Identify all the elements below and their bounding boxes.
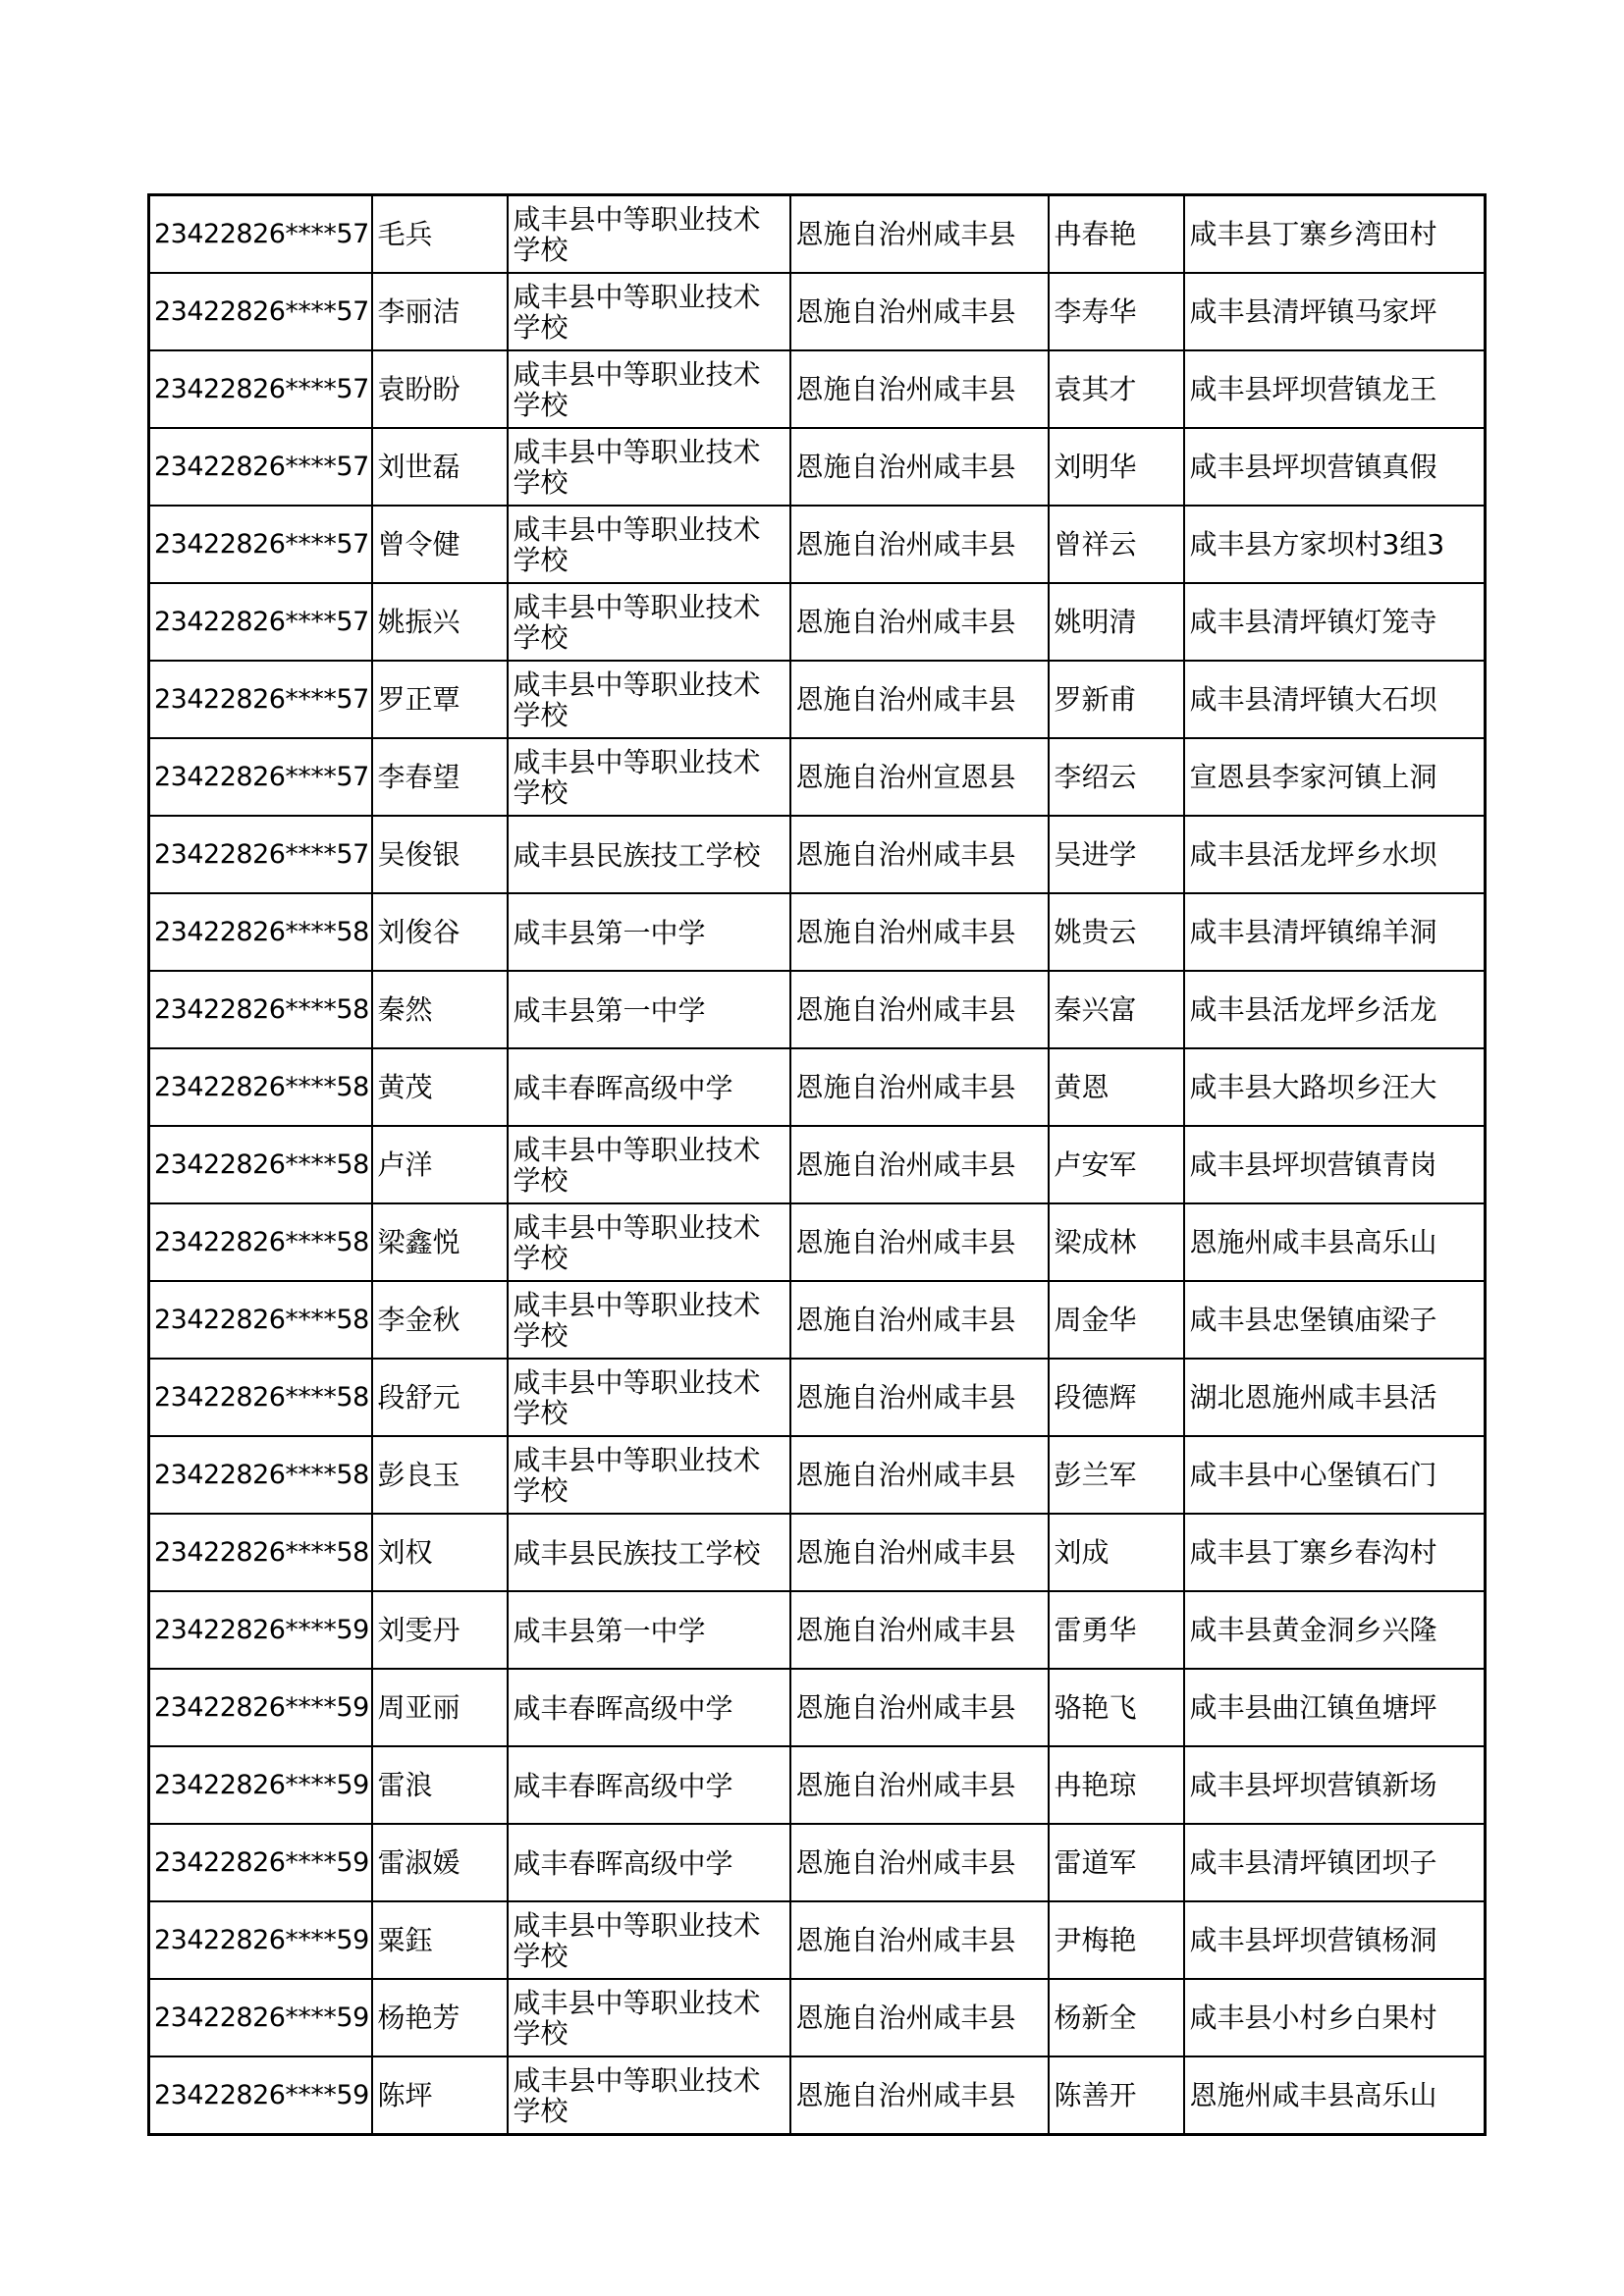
table-row xyxy=(149,1281,1486,1359)
table-row xyxy=(149,1824,1486,1901)
address-cell: 咸丰县坪坝营镇真假 xyxy=(1184,428,1486,506)
school-cell: 咸丰县中等职业技术学校 xyxy=(508,661,790,738)
region-cell: 恩施自治州宣恩县 xyxy=(790,738,1049,816)
student-name-cell: 黄茂 xyxy=(372,1048,508,1126)
guardian-name-cell: 吴进学 xyxy=(1049,816,1184,893)
region-cell: 恩施自治州咸丰县 xyxy=(790,893,1049,971)
student-name-cell: 陈坪 xyxy=(372,2056,508,2135)
address-cell: 咸丰县活龙坪乡水坝 xyxy=(1184,816,1486,893)
table-row xyxy=(149,738,1486,816)
id-number-cell: 23422826****58 xyxy=(149,1436,372,1514)
student-name-cell: 吴俊银 xyxy=(372,816,508,893)
student-name-cell: 秦然 xyxy=(372,971,508,1048)
student-name-cell: 雷浪 xyxy=(372,1746,508,1824)
student-name-cell: 李春望 xyxy=(372,738,508,816)
student-name-cell: 梁鑫悦 xyxy=(372,1203,508,1281)
region-cell: 恩施自治州咸丰县 xyxy=(790,273,1049,350)
guardian-name-cell: 雷道军 xyxy=(1049,1824,1184,1901)
table-row xyxy=(149,1359,1486,1436)
school-cell: 咸丰县中等职业技术学校 xyxy=(508,273,790,350)
school-cell: 咸丰县第一中学 xyxy=(508,893,790,971)
id-number-cell: 23422826****57 xyxy=(149,506,372,583)
address-cell: 咸丰县清坪镇团坝子 xyxy=(1184,1824,1486,1901)
guardian-name-cell: 冉春艳 xyxy=(1049,195,1184,274)
student-name-cell: 毛兵 xyxy=(372,195,508,274)
region-cell: 恩施自治州咸丰县 xyxy=(790,2056,1049,2135)
region-cell: 恩施自治州咸丰县 xyxy=(790,428,1049,506)
student-name-cell: 杨艳芳 xyxy=(372,1979,508,2056)
table-row xyxy=(149,428,1486,506)
region-cell: 恩施自治州咸丰县 xyxy=(790,506,1049,583)
region-cell: 恩施自治州咸丰县 xyxy=(790,1359,1049,1436)
school-cell: 咸丰春晖高级中学 xyxy=(508,1048,790,1126)
school-cell: 咸丰县中等职业技术学校 xyxy=(508,1979,790,2056)
table-row xyxy=(149,195,1486,274)
region-cell: 恩施自治州咸丰县 xyxy=(790,661,1049,738)
region-cell: 恩施自治州咸丰县 xyxy=(790,1436,1049,1514)
region-cell: 恩施自治州咸丰县 xyxy=(790,1824,1049,1901)
guardian-name-cell: 卢安军 xyxy=(1049,1126,1184,1203)
id-number-cell: 23422826****58 xyxy=(149,1203,372,1281)
address-cell: 恩施州咸丰县高乐山 xyxy=(1184,2056,1486,2135)
region-cell: 恩施自治州咸丰县 xyxy=(790,1126,1049,1203)
address-cell: 咸丰县丁寨乡春沟村 xyxy=(1184,1514,1486,1591)
region-cell: 恩施自治州咸丰县 xyxy=(790,816,1049,893)
address-cell: 咸丰县忠堡镇庙梁子 xyxy=(1184,1281,1486,1359)
address-cell: 咸丰县清坪镇绵羊洞 xyxy=(1184,893,1486,971)
school-cell: 咸丰县中等职业技术学校 xyxy=(508,506,790,583)
table-row xyxy=(149,1126,1486,1203)
student-name-cell: 雷淑媛 xyxy=(372,1824,508,1901)
region-cell: 恩施自治州咸丰县 xyxy=(790,1901,1049,1979)
school-cell: 咸丰县中等职业技术学校 xyxy=(508,195,790,274)
school-cell: 咸丰县中等职业技术学校 xyxy=(508,1359,790,1436)
guardian-name-cell: 周金华 xyxy=(1049,1281,1184,1359)
guardian-name-cell: 黄恩 xyxy=(1049,1048,1184,1126)
region-cell: 恩施自治州咸丰县 xyxy=(790,1203,1049,1281)
region-cell: 恩施自治州咸丰县 xyxy=(790,1591,1049,1669)
student-name-cell: 卢洋 xyxy=(372,1126,508,1203)
address-cell: 咸丰县坪坝营镇龙王 xyxy=(1184,350,1486,428)
id-number-cell: 23422826****58 xyxy=(149,1048,372,1126)
table-row xyxy=(149,893,1486,971)
address-cell: 宣恩县李家河镇上洞 xyxy=(1184,738,1486,816)
table-row xyxy=(149,583,1486,661)
guardian-name-cell: 姚贵云 xyxy=(1049,893,1184,971)
student-name-cell: 罗正覃 xyxy=(372,661,508,738)
table-row xyxy=(149,816,1486,893)
table-row xyxy=(149,1436,1486,1514)
student-name-cell: 袁盼盼 xyxy=(372,350,508,428)
guardian-name-cell: 尹梅艳 xyxy=(1049,1901,1184,1979)
id-number-cell: 23422826****57 xyxy=(149,428,372,506)
school-cell: 咸丰县民族技工学校 xyxy=(508,1514,790,1591)
id-number-cell: 23422826****59 xyxy=(149,1746,372,1824)
school-cell: 咸丰县第一中学 xyxy=(508,1591,790,1669)
address-cell: 咸丰县黄金洞乡兴隆 xyxy=(1184,1591,1486,1669)
id-number-cell: 23422826****58 xyxy=(149,971,372,1048)
guardian-name-cell: 李绍云 xyxy=(1049,738,1184,816)
guardian-name-cell: 彭兰军 xyxy=(1049,1436,1184,1514)
student-name-cell: 刘俊谷 xyxy=(372,893,508,971)
id-number-cell: 23422826****57 xyxy=(149,350,372,428)
region-cell: 恩施自治州咸丰县 xyxy=(790,583,1049,661)
id-number-cell: 23422826****59 xyxy=(149,1979,372,2056)
table-row xyxy=(149,1591,1486,1669)
region-cell: 恩施自治州咸丰县 xyxy=(790,350,1049,428)
school-cell: 咸丰春晖高级中学 xyxy=(508,1824,790,1901)
address-cell: 咸丰县活龙坪乡活龙 xyxy=(1184,971,1486,1048)
table-row xyxy=(149,273,1486,350)
student-name-cell: 周亚丽 xyxy=(372,1669,508,1746)
id-number-cell: 23422826****57 xyxy=(149,273,372,350)
id-number-cell: 23422826****59 xyxy=(149,2056,372,2135)
student-name-cell: 段舒元 xyxy=(372,1359,508,1436)
region-cell: 恩施自治州咸丰县 xyxy=(790,1746,1049,1824)
student-name-cell: 刘权 xyxy=(372,1514,508,1591)
school-cell: 咸丰县中等职业技术学校 xyxy=(508,1281,790,1359)
guardian-name-cell: 段德辉 xyxy=(1049,1359,1184,1436)
address-cell: 咸丰县中心堡镇石门 xyxy=(1184,1436,1486,1514)
school-cell: 咸丰县中等职业技术学校 xyxy=(508,1436,790,1514)
id-number-cell: 23422826****57 xyxy=(149,661,372,738)
table-row xyxy=(149,350,1486,428)
id-number-cell: 23422826****58 xyxy=(149,1359,372,1436)
table-row xyxy=(149,506,1486,583)
region-cell: 恩施自治州咸丰县 xyxy=(790,1281,1049,1359)
student-name-cell: 姚振兴 xyxy=(372,583,508,661)
student-table xyxy=(147,193,1487,2136)
id-number-cell: 23422826****58 xyxy=(149,1281,372,1359)
table-row xyxy=(149,971,1486,1048)
school-cell: 咸丰县中等职业技术学校 xyxy=(508,583,790,661)
id-number-cell: 23422826****59 xyxy=(149,1669,372,1746)
student-name-cell: 刘雯丹 xyxy=(372,1591,508,1669)
table-row xyxy=(149,1901,1486,1979)
student-name-cell: 刘世磊 xyxy=(372,428,508,506)
region-cell: 恩施自治州咸丰县 xyxy=(790,1048,1049,1126)
id-number-cell: 23422826****59 xyxy=(149,1591,372,1669)
address-cell: 咸丰县坪坝营镇青岗 xyxy=(1184,1126,1486,1203)
school-cell: 咸丰县中等职业技术学校 xyxy=(508,1126,790,1203)
guardian-name-cell: 陈善开 xyxy=(1049,2056,1184,2135)
table-row xyxy=(149,1514,1486,1591)
student-name-cell: 粟鈺 xyxy=(372,1901,508,1979)
table-row xyxy=(149,1746,1486,1824)
guardian-name-cell: 李寿华 xyxy=(1049,273,1184,350)
guardian-name-cell: 曾祥云 xyxy=(1049,506,1184,583)
school-cell: 咸丰县中等职业技术学校 xyxy=(508,428,790,506)
guardian-name-cell: 姚明清 xyxy=(1049,583,1184,661)
id-number-cell: 23422826****57 xyxy=(149,816,372,893)
id-number-cell: 23422826****57 xyxy=(149,195,372,274)
table-row xyxy=(149,1048,1486,1126)
guardian-name-cell: 罗新甫 xyxy=(1049,661,1184,738)
address-cell: 湖北恩施州咸丰县活 xyxy=(1184,1359,1486,1436)
address-cell: 咸丰县小村乡白果村 xyxy=(1184,1979,1486,2056)
id-number-cell: 23422826****59 xyxy=(149,1824,372,1901)
table-row xyxy=(149,1203,1486,1281)
school-cell: 咸丰春晖高级中学 xyxy=(508,1746,790,1824)
school-cell: 咸丰县中等职业技术学校 xyxy=(508,350,790,428)
region-cell: 恩施自治州咸丰县 xyxy=(790,1979,1049,2056)
id-number-cell: 23422826****58 xyxy=(149,893,372,971)
address-cell: 咸丰县大路坝乡汪大 xyxy=(1184,1048,1486,1126)
guardian-name-cell: 杨新全 xyxy=(1049,1979,1184,2056)
school-cell: 咸丰县民族技工学校 xyxy=(508,816,790,893)
address-cell: 咸丰县清坪镇马家坪 xyxy=(1184,273,1486,350)
region-cell: 恩施自治州咸丰县 xyxy=(790,1514,1049,1591)
guardian-name-cell: 刘成 xyxy=(1049,1514,1184,1591)
guardian-name-cell: 雷勇华 xyxy=(1049,1591,1184,1669)
student-name-cell: 李丽洁 xyxy=(372,273,508,350)
table-row xyxy=(149,2056,1486,2135)
address-cell: 咸丰县清坪镇大石坝 xyxy=(1184,661,1486,738)
address-cell: 咸丰县坪坝营镇新场 xyxy=(1184,1746,1486,1824)
guardian-name-cell: 秦兴富 xyxy=(1049,971,1184,1048)
address-cell: 咸丰县方家坝村3组3 xyxy=(1184,506,1486,583)
school-cell: 咸丰县中等职业技术学校 xyxy=(508,1901,790,1979)
school-cell: 咸丰县中等职业技术学校 xyxy=(508,2056,790,2135)
guardian-name-cell: 袁其才 xyxy=(1049,350,1184,428)
region-cell: 恩施自治州咸丰县 xyxy=(790,971,1049,1048)
id-number-cell: 23422826****58 xyxy=(149,1514,372,1591)
guardian-name-cell: 冉艳琼 xyxy=(1049,1746,1184,1824)
school-cell: 咸丰春晖高级中学 xyxy=(508,1669,790,1746)
address-cell: 恩施州咸丰县高乐山 xyxy=(1184,1203,1486,1281)
id-number-cell: 23422826****57 xyxy=(149,583,372,661)
student-table-body xyxy=(149,195,1486,2135)
id-number-cell: 23422826****59 xyxy=(149,1901,372,1979)
student-name-cell: 曾令健 xyxy=(372,506,508,583)
guardian-name-cell: 骆艳飞 xyxy=(1049,1669,1184,1746)
table-row xyxy=(149,1979,1486,2056)
id-number-cell: 23422826****57 xyxy=(149,738,372,816)
guardian-name-cell: 梁成林 xyxy=(1049,1203,1184,1281)
school-cell: 咸丰县中等职业技术学校 xyxy=(508,738,790,816)
region-cell: 恩施自治州咸丰县 xyxy=(790,195,1049,274)
address-cell: 咸丰县曲江镇鱼塘坪 xyxy=(1184,1669,1486,1746)
id-number-cell: 23422826****58 xyxy=(149,1126,372,1203)
address-cell: 咸丰县坪坝营镇杨洞 xyxy=(1184,1901,1486,1979)
table-row xyxy=(149,661,1486,738)
guardian-name-cell: 刘明华 xyxy=(1049,428,1184,506)
region-cell: 恩施自治州咸丰县 xyxy=(790,1669,1049,1746)
address-cell: 咸丰县清坪镇灯笼寺 xyxy=(1184,583,1486,661)
student-name-cell: 彭良玉 xyxy=(372,1436,508,1514)
school-cell: 咸丰县第一中学 xyxy=(508,971,790,1048)
student-name-cell: 李金秋 xyxy=(372,1281,508,1359)
school-cell: 咸丰县中等职业技术学校 xyxy=(508,1203,790,1281)
table-row xyxy=(149,1669,1486,1746)
address-cell: 咸丰县丁寨乡湾田村 xyxy=(1184,195,1486,274)
